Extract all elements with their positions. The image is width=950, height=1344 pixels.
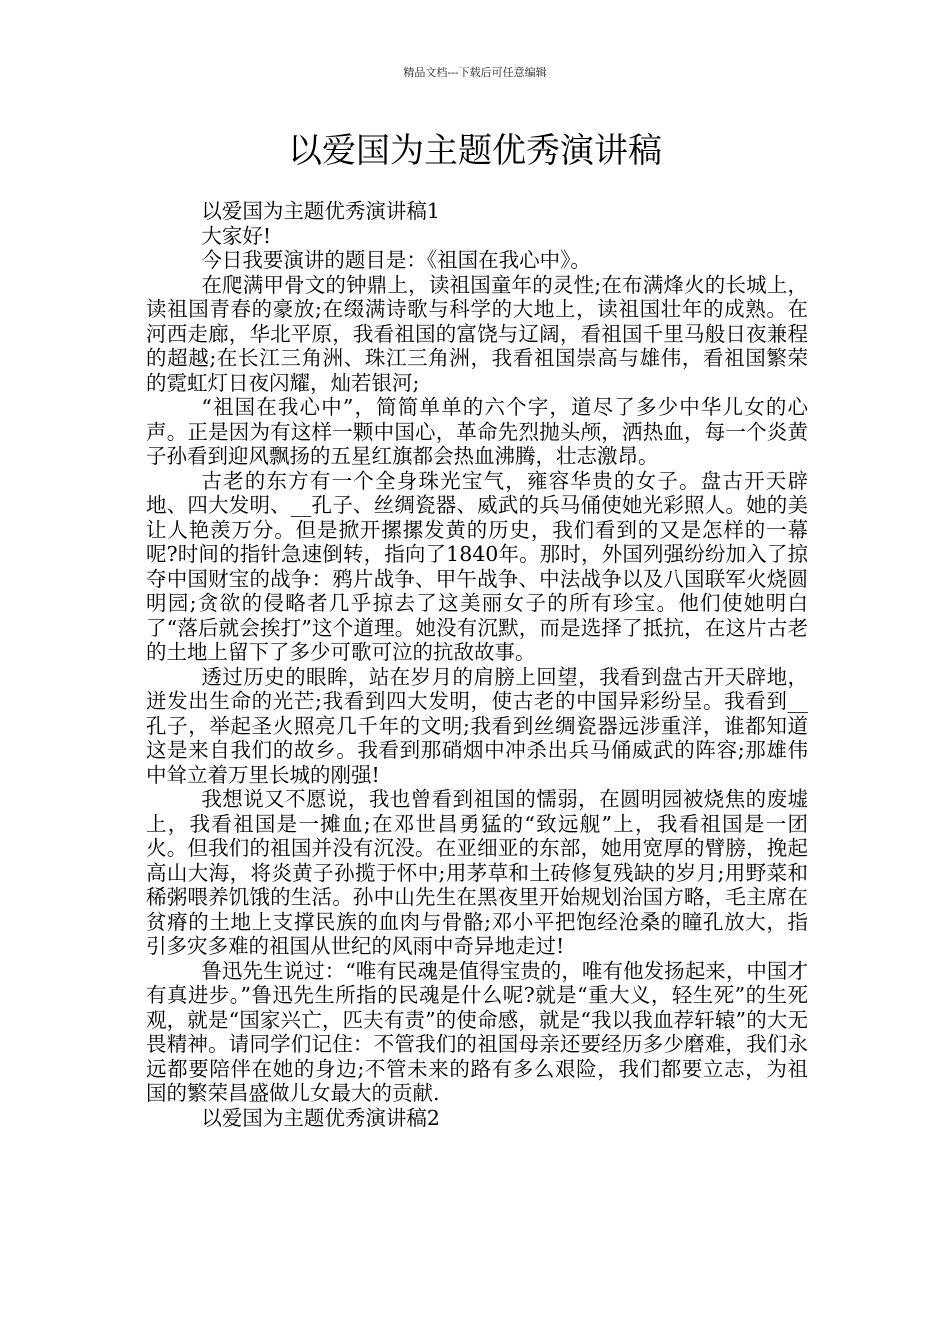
subtitle-speech-2: 以爱国为主题优秀演讲稿2: [201, 1105, 440, 1130]
greeting: 大家好!: [201, 223, 272, 248]
body-paragraph: “祖国在我心中”，简简单单的六个字，道尽了多少中华儿女的心声。正是因为有这样一颗中国心，革命先烈抛头颅，洒热血，每一个炎黄子孙看到迎风飘扬的五星红旗都会热血沸腾，壮志激昂。: [146, 395, 808, 468]
body-paragraph: 在爬满甲骨文的钟鼎上，读祖国童年的灵性;在布满烽火的长城上，读祖国青春的豪放;在缀满诗歌与科学的大地上，读祖国壮年的成熟。在河西走廊，华北平原，我看祖国的富饶与辽阔，看祖国千里马般日夜兼程的超越;在长江三角洲、珠江三角洲，我看祖国崇高与雄伟，看祖国繁荣的霓虹灯日夜闪耀，灿若银河;: [146, 272, 808, 395]
body-paragraph: 鲁迅先生说过：“唯有民魂是值得宝贵的，唯有他发扬起来，中国才有真进步。”鲁迅先生所指的民魂是什么呢?就是“重大义，轻生死”的生死观，就是“国家兴亡，匹夫有责”的使命感，就是“我以我血荐轩辕”的大无畏精神。请同学们记住：不管我们的祖国母亲还要经历多少磨难，我们永远都要陪伴在她的身边;不管未来的路有多么艰险，我们都要立志，为祖国的繁荣昌盛做儿女最大的贡献.: [146, 958, 808, 1105]
topic-intro: 今日我要演讲的题目是：《祖国在我心中》。: [201, 248, 591, 272]
body-paragraph: 透过历史的眼眸，站在岁月的肩膀上回望，我看到盘古开天辟地，迸发出生命的光芒;我看到四大发明，使古老的中国异彩纷呈。我看到__孔子，举起圣火照亮几千年的文明;我看到丝绸瓷器远涉重洋，谁都知道这是来自我们的故乡。我看到那硝烟中冲杀出兵马俑威武的阵容;那雄伟中耸立着万里长城的刚强!: [146, 664, 808, 787]
document-body: [146, 199, 808, 1130]
subtitle-speech-1: 以爱国为主题优秀演讲稿1: [201, 199, 440, 223]
body-paragraph: 我想说又不愿说，我也曾看到祖国的懦弱，在圆明园被烧焦的废墟上，我看祖国是一摊血;在邓世昌勇猛的“致远舰”上，我看祖国是一团火。但我们的祖国并没有沉没。在亚细亚的东部，她用宽厚的臂膀，挽起高山大海，将炎黄子孙揽于怀中;用茅草和土砖修复残缺的岁月;用野菜和稀粥喂养饥饿的生活。孙中山先生在黑夜里开始规划治国方略，毛主席在贫瘠的土地上支撑民族的血肉与骨骼;邓小平把饱经沧桑的瞳孔放大，指引多灾多难的祖国从世纪的风雨中奇异地走过!: [146, 787, 808, 958]
header-note: 精品文档---下载后可任意编辑: [403, 66, 547, 79]
document-title: 以爱国为主题优秀演讲稿: [288, 131, 662, 171]
body-paragraph: 古老的东方有一个全身珠光宝气，雍容华贵的女子。盘古开天辟地、四大发明、__孔子、丝绸瓷器、威武的兵马俑使她光彩照人。她的美让人艳羡万分。但是掀开摞摞发黄的历史，我们看到的又是怎样的一幕呢?时间的指针急速倒转，指向了1840年。那时，外国列强纷纷加入了掠夺中国财宝的战争：鸦片战争、甲午战争、中法战争以及八国联军火烧圆明园;贪欲的侵略者几乎掠去了这美丽女子的所有珍宝。他们使她明白了“落后就会挨打”这个道理。她没有沉默，而是选择了抵抗，在这片古老的土地上留下了多少可歌可泣的抗敌故事。: [146, 468, 808, 664]
